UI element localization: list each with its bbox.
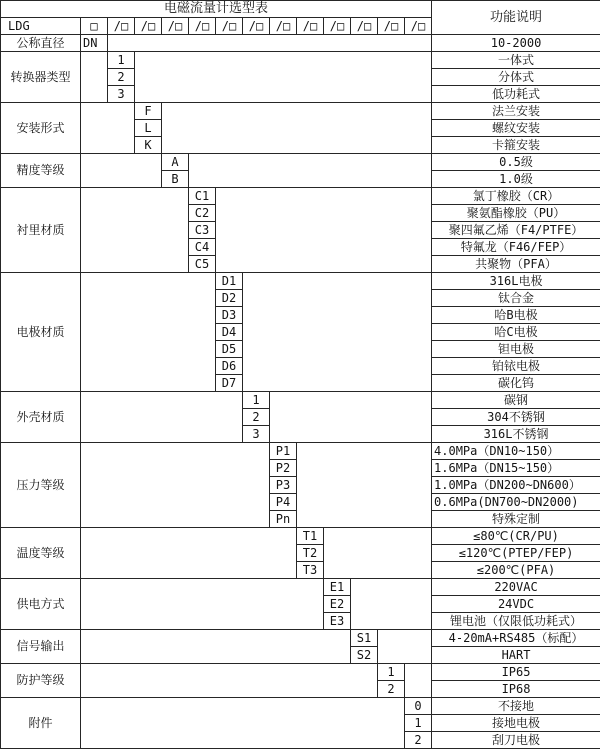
option-code: D4 — [216, 324, 243, 341]
table-row — [1, 188, 600, 205]
spacer-cell — [216, 188, 432, 273]
option-code: 2 — [405, 732, 432, 749]
option-code: D2 — [216, 290, 243, 307]
option-code: 1 — [108, 52, 135, 69]
option-desc: 10-2000 — [432, 35, 600, 52]
table-row — [1, 103, 600, 120]
option-code: P2 — [270, 460, 297, 477]
option-code: 2 — [243, 409, 270, 426]
code-box: /□ — [162, 18, 189, 35]
option-desc: 特氟龙（F46/FEP） — [432, 239, 600, 256]
code-box: /□ — [324, 18, 351, 35]
option-desc: 分体式 — [432, 69, 600, 86]
option-code: T2 — [297, 545, 324, 562]
spacer-cell — [351, 579, 432, 630]
option-desc: 哈B电极 — [432, 307, 600, 324]
option-desc: ≤200℃(PFA) — [432, 562, 600, 579]
option-desc: 316L电极 — [432, 273, 600, 290]
spacer-cell — [81, 579, 324, 630]
option-desc: 螺纹安装 — [432, 120, 600, 137]
code-box: /□ — [189, 18, 216, 35]
option-code: DN — [81, 35, 108, 52]
option-code: D3 — [216, 307, 243, 324]
spacer-cell — [135, 52, 432, 103]
option-code: E3 — [324, 613, 351, 630]
option-code: C1 — [189, 188, 216, 205]
option-code: E1 — [324, 579, 351, 596]
group-label: 外壳材质 — [1, 392, 81, 443]
group-label: 附件 — [1, 698, 81, 749]
spacer-cell — [81, 630, 351, 664]
option-desc: 220VAC — [432, 579, 600, 596]
group-label: 公称直径 — [1, 35, 81, 52]
spacer-cell — [81, 443, 270, 528]
table-row — [1, 35, 600, 52]
option-desc: 24VDC — [432, 596, 600, 613]
option-code: T1 — [297, 528, 324, 545]
table-row — [1, 273, 600, 290]
option-desc: 0.5级 — [432, 154, 600, 171]
option-code: C2 — [189, 205, 216, 222]
code-box: /□ — [135, 18, 162, 35]
spacer-cell — [81, 154, 162, 188]
code-box: /□ — [378, 18, 405, 35]
option-desc: 卡箍安装 — [432, 137, 600, 154]
option-code: 2 — [108, 69, 135, 86]
group-label: 温度等级 — [1, 528, 81, 579]
spacer-cell — [81, 273, 216, 392]
option-code: D6 — [216, 358, 243, 375]
option-code: D1 — [216, 273, 243, 290]
code-box: /□ — [351, 18, 378, 35]
table-row — [1, 392, 600, 409]
group-label: 电极材质 — [1, 273, 81, 392]
table-row — [1, 630, 600, 647]
option-desc: 304不锈钢 — [432, 409, 600, 426]
option-code: 2 — [378, 681, 405, 698]
code-box: /□ — [243, 18, 270, 35]
option-desc: 1.6MPa（DN15~150） — [432, 460, 600, 477]
option-code: 1 — [378, 664, 405, 681]
option-code: 3 — [243, 426, 270, 443]
group-label: 信号输出 — [1, 630, 81, 664]
code-box: /□ — [216, 18, 243, 35]
table-row — [1, 579, 600, 596]
spacer-cell — [81, 698, 405, 749]
option-code: F — [135, 103, 162, 120]
spacer-cell — [297, 443, 432, 528]
option-desc: 碳化钨 — [432, 375, 600, 392]
option-desc: 氯丁橡胶（CR） — [432, 188, 600, 205]
table-row — [1, 154, 600, 171]
spacer-cell — [324, 528, 432, 579]
option-code: B — [162, 171, 189, 188]
option-desc: 不接地 — [432, 698, 600, 715]
table-row — [1, 664, 600, 681]
option-code: E2 — [324, 596, 351, 613]
option-desc: 低功耗式 — [432, 86, 600, 103]
option-code: 1 — [405, 715, 432, 732]
option-desc: 锂电池（仅限低功耗式） — [432, 613, 600, 630]
table-row — [1, 528, 600, 545]
table-title: 电磁流量计选型表 — [1, 1, 432, 18]
option-desc: 钽电极 — [432, 341, 600, 358]
option-desc: 刮刀电极 — [432, 732, 600, 749]
spacer-cell — [378, 630, 432, 664]
group-label: 供电方式 — [1, 579, 81, 630]
option-desc: 特殊定制 — [432, 511, 600, 528]
option-code: C4 — [189, 239, 216, 256]
option-code: 3 — [108, 86, 135, 103]
option-code: 0 — [405, 698, 432, 715]
table-row — [1, 443, 600, 460]
spacer-cell — [405, 664, 432, 698]
option-desc: 1.0MPa（DN200~DN600） — [432, 477, 600, 494]
option-code: D7 — [216, 375, 243, 392]
model-prefix: LDG — [1, 18, 81, 35]
spacer-cell — [81, 664, 378, 698]
group-label: 转换器类型 — [1, 52, 81, 103]
option-code: A — [162, 154, 189, 171]
option-code: S1 — [351, 630, 378, 647]
table-row — [1, 1, 600, 18]
spacer-cell — [81, 103, 135, 154]
option-code: T3 — [297, 562, 324, 579]
option-code: P1 — [270, 443, 297, 460]
option-desc: 碳钢 — [432, 392, 600, 409]
option-desc: IP68 — [432, 681, 600, 698]
option-desc: 4.0MPa（DN10~150） — [432, 443, 600, 460]
option-code: C5 — [189, 256, 216, 273]
spacer-cell — [81, 52, 108, 103]
option-code: P4 — [270, 494, 297, 511]
option-desc: 钛合金 — [432, 290, 600, 307]
option-code: K — [135, 137, 162, 154]
option-code: P3 — [270, 477, 297, 494]
option-code: S2 — [351, 647, 378, 664]
option-code: Pn — [270, 511, 297, 528]
option-desc: 4-20mA+RS485（标配） — [432, 630, 600, 647]
option-desc: 聚氨酯橡胶（PU） — [432, 205, 600, 222]
spacer-cell — [270, 392, 432, 443]
function-column-header: 功能说明 — [432, 1, 600, 35]
option-desc: 1.0级 — [432, 171, 600, 188]
option-desc: 法兰安装 — [432, 103, 600, 120]
option-desc: 316L不锈钢 — [432, 426, 600, 443]
code-box: /□ — [405, 18, 432, 35]
option-code: L — [135, 120, 162, 137]
option-desc: 接地电极 — [432, 715, 600, 732]
group-label: 压力等级 — [1, 443, 81, 528]
option-code: D5 — [216, 341, 243, 358]
spacer-cell — [162, 103, 432, 154]
option-desc: ≤120℃(PTEP/FEP) — [432, 545, 600, 562]
code-box: □ — [81, 18, 108, 35]
option-desc: 铂铱电极 — [432, 358, 600, 375]
spacer-cell — [108, 35, 432, 52]
spacer-cell — [243, 273, 432, 392]
option-desc: 0.6MPa(DN700~DN2000) — [432, 494, 600, 511]
option-desc: 共聚物（PFA） — [432, 256, 600, 273]
table-row — [1, 52, 600, 69]
option-desc: 聚四氟乙烯（F4/PTFE） — [432, 222, 600, 239]
code-box: /□ — [270, 18, 297, 35]
option-desc: IP65 — [432, 664, 600, 681]
code-box: /□ — [297, 18, 324, 35]
code-box: /□ — [108, 18, 135, 35]
spacer-cell — [81, 188, 189, 273]
table-row — [1, 698, 600, 715]
group-label: 衬里材质 — [1, 188, 81, 273]
option-code: C3 — [189, 222, 216, 239]
option-desc: HART — [432, 647, 600, 664]
spacer-cell — [189, 154, 432, 188]
spacer-cell — [81, 528, 297, 579]
spacer-cell — [81, 392, 243, 443]
option-desc: 哈C电极 — [432, 324, 600, 341]
group-label: 防护等级 — [1, 664, 81, 698]
group-label: 安装形式 — [1, 103, 81, 154]
option-desc: ≤80℃(CR/PU) — [432, 528, 600, 545]
option-desc: 一体式 — [432, 52, 600, 69]
group-label: 精度等级 — [1, 154, 81, 188]
option-code: 1 — [243, 392, 270, 409]
